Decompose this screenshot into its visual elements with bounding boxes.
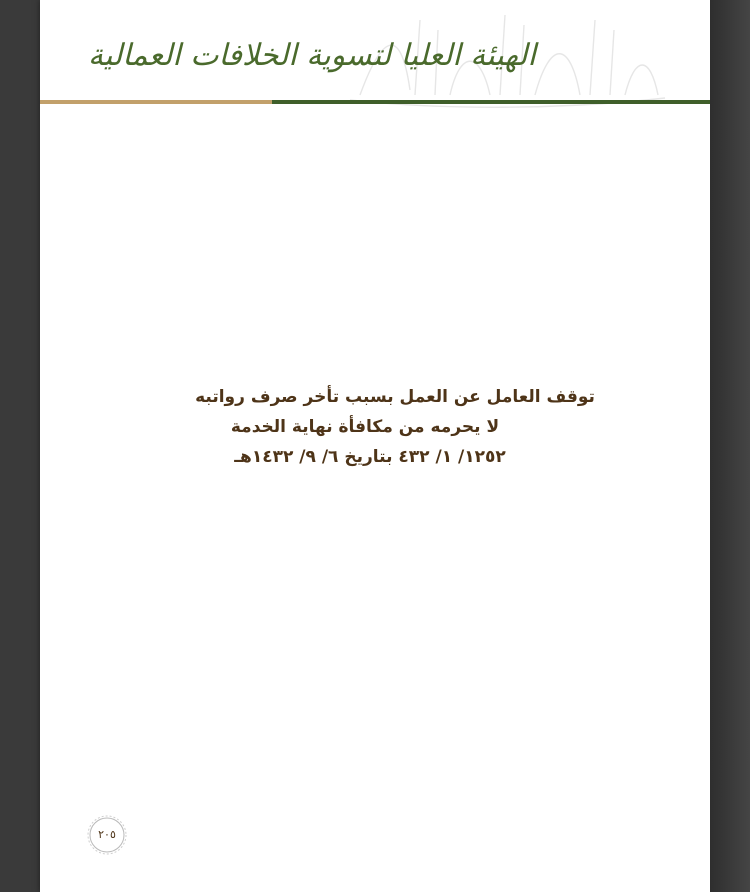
- page-number-badge: [86, 814, 128, 856]
- header-rule-gold: [40, 100, 272, 104]
- ruling-block: [40, 382, 710, 472]
- book-spine-edge: [710, 0, 750, 892]
- organization-logo: الهيئة العليا لتسوية الخلافات العمالية: [88, 38, 536, 73]
- ruling-reference: ١٢٥٢/ ١/ ٤٣٢ بتاريخ ٦/ ٩/ ١٤٣٢هـ: [234, 447, 506, 467]
- header-rule-green: [272, 100, 710, 104]
- ruling-title: توقف العامل عن العمل بسبب تأخر صرف رواتبه: [195, 387, 595, 407]
- document-page: [40, 0, 710, 892]
- ruling-subtitle: لا يحرمه من مكافأة نهاية الخدمة: [230, 417, 500, 437]
- page-number: ٢٠٥: [98, 828, 116, 841]
